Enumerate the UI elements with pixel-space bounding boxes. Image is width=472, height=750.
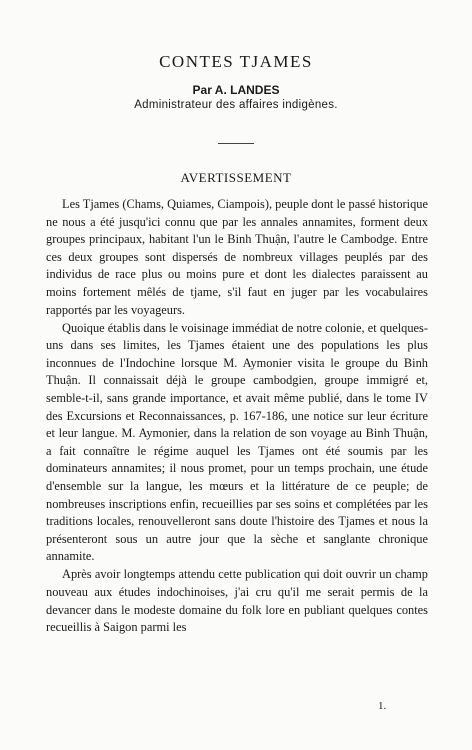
author-line: Par A. LANDES bbox=[192, 83, 280, 97]
paragraph-2: Quoique établis dans le voisinage immédiat de notre colonie, et quelques-uns dans ses limites, les Tjames étaient une des populations les plus inconnues de l'Indochine lorsque M. Aymonier visita le groupe du Binh Thuận. Il connaissait déjà le groupe cambodgien, groupe immigré et, semble-t-il, sans grande importance, et avait même publié, dans le tome IV des Excursions et Reconnaissances, p. 167-186, une notice sur leur écriture et leur langue. M. Aymonier, dans la relation de son voyage au Binh Thuận, a fait connaître le régime auquel les Tjames ont été soumis par les dominateurs annamites; il nous promet, pour un temps prochain, une étude d'ensemble sur la langue, les mœurs et la littérature de ce peuple; de nombreuses inscriptions enfin, recueillies par ses soins et complétées par les traditions locales, renouvelleront sans doute l'histoire des Tjames et nous la présenteront sous un autre jour que la sèche et sanglante chronique annamite. bbox=[46, 320, 428, 564]
section-divider bbox=[218, 143, 254, 144]
page-number: 1. bbox=[378, 700, 387, 712]
paragraph-1: Les Tjames (Chams, Quiames, Ciampois), peuple dont le passé historique ne nous a été jusqu'ici connu que par les annales annamites, forment deux groupes principaux, habitant l'un le Binh Thuận, l'autre le Cambodge. Entre ces deux groupes sont dispersés de nombreux villages peuplés par des individus de race plus ou moins pure et dont les dialectes paraissent au moins fortement mêlés de tjame, s'il faut en juger par les vocabulaires rapportés par les voyageurs. bbox=[46, 197, 428, 317]
author-role: Administrateur des affaires indigènes. bbox=[134, 99, 338, 111]
section-heading: AVERTISSEMENT bbox=[180, 170, 292, 185]
paragraph-3: Après avoir longtemps attendu cette publication qui doit ouvrir un champ nouveau aux études indochinoises, j'ai cru qu'il me serait permis de la devancer dans le modeste domaine du folk lore en publiant quelques contes recueillis à Saigon parmi les bbox=[46, 567, 428, 635]
body-text bbox=[46, 196, 428, 637]
page-title: CONTES TJAMES bbox=[159, 52, 313, 71]
